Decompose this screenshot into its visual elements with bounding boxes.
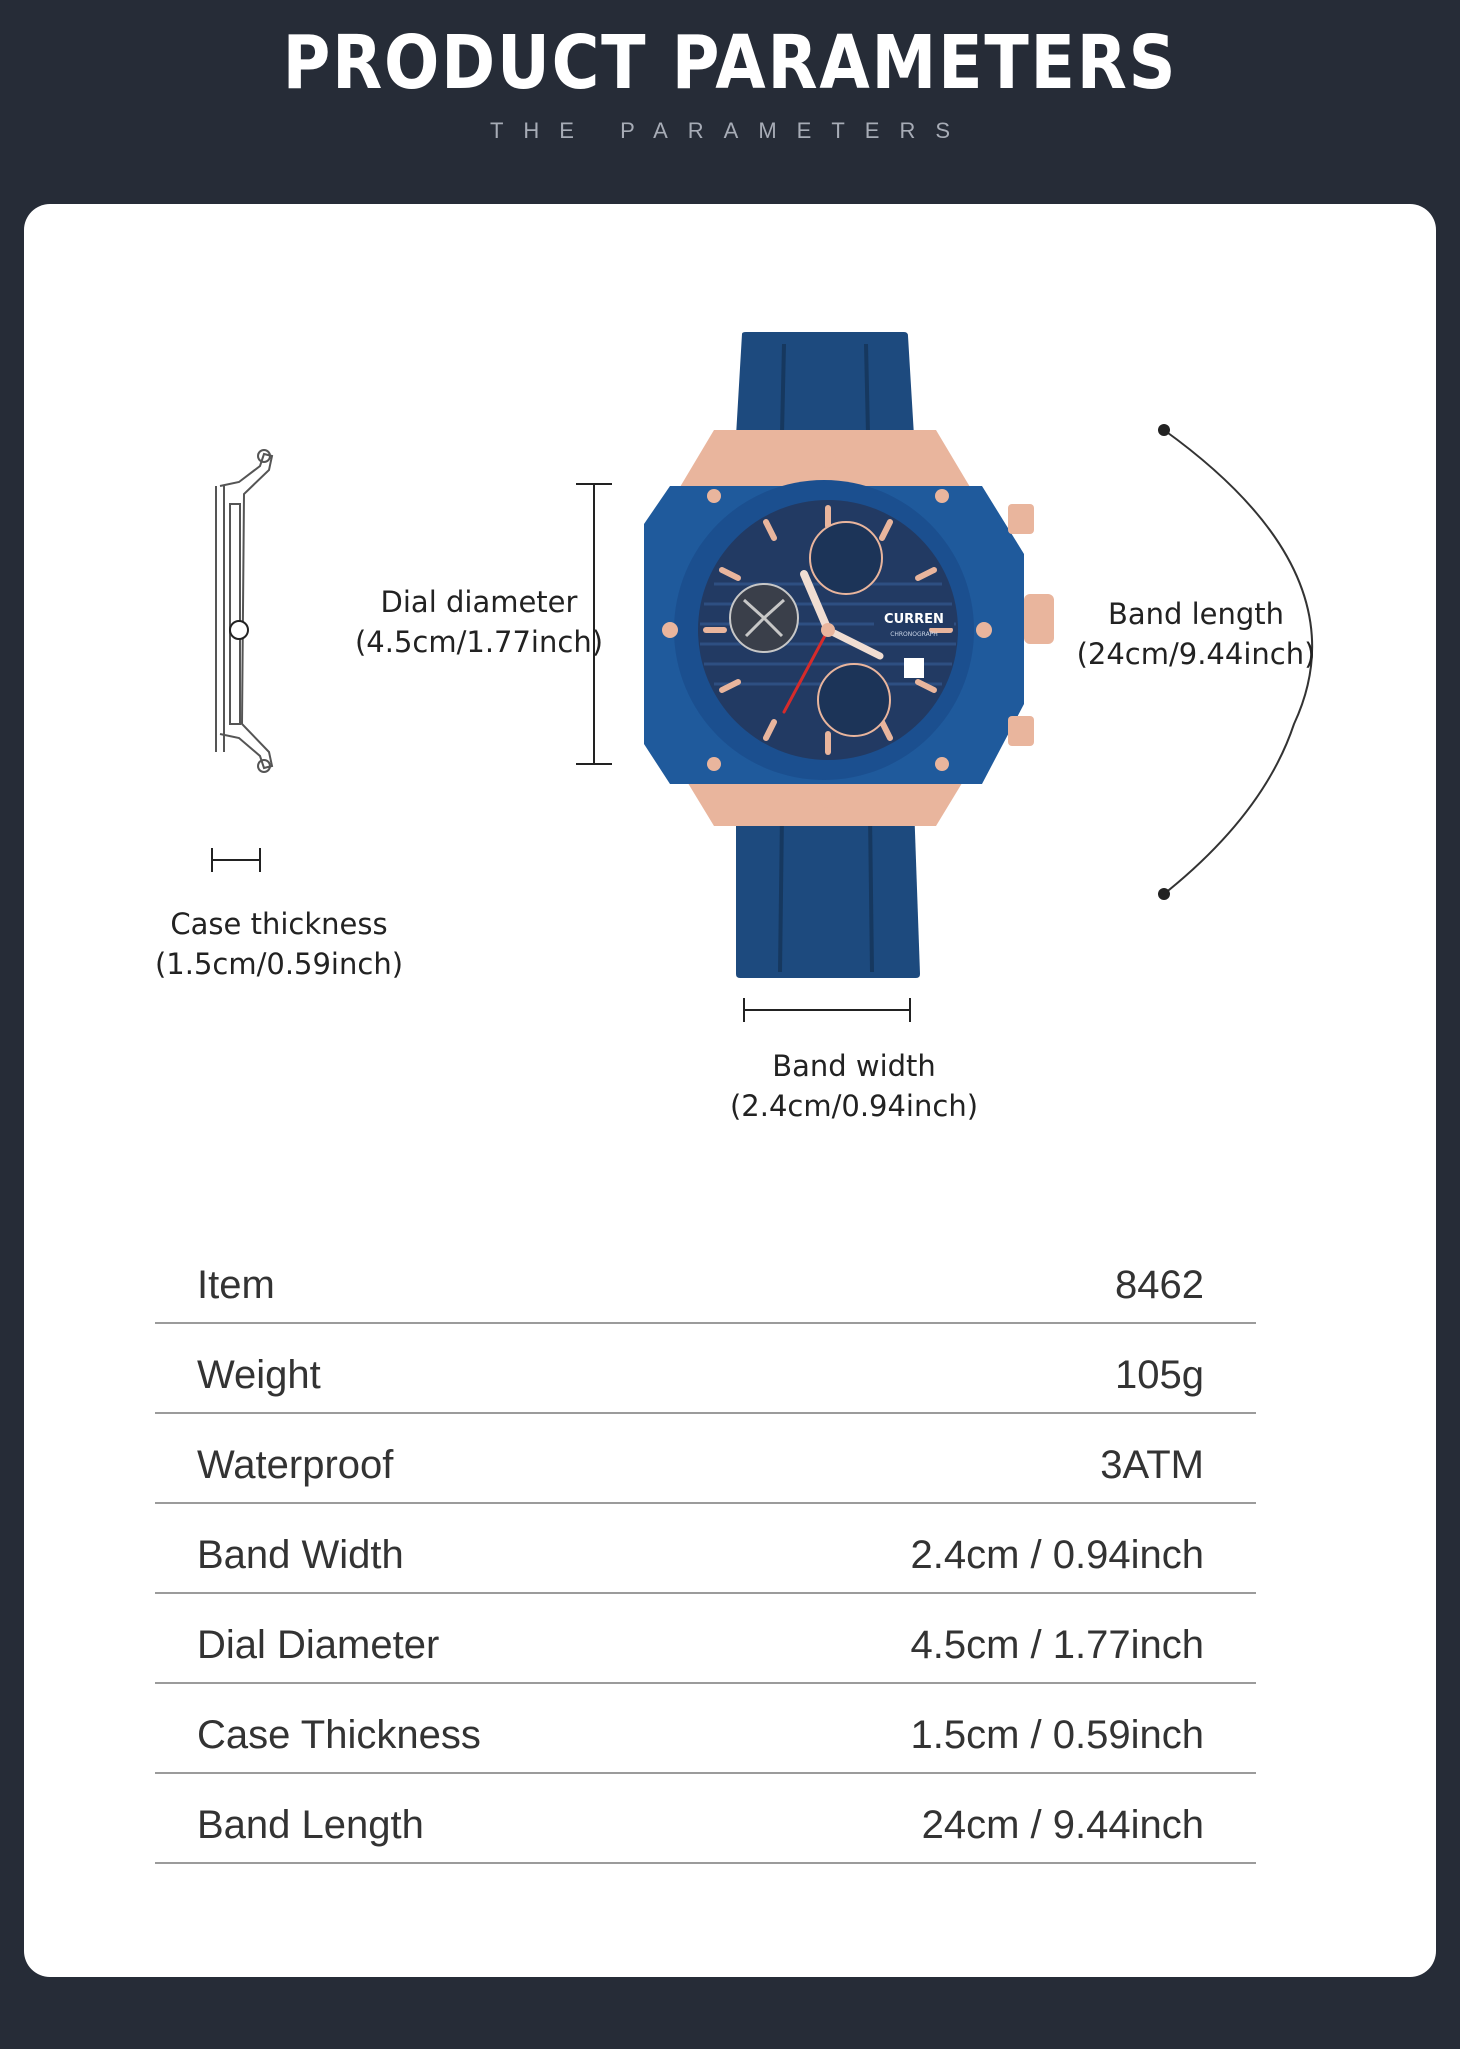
case-thickness-caption: [124, 904, 434, 984]
spec-value: 2.4cm / 0.94inch: [910, 1533, 1204, 1577]
band-width-label: Band width: [772, 1049, 936, 1083]
case-thickness-label: Case thickness: [170, 907, 388, 941]
dial-diameter-caption: [324, 582, 634, 662]
spec-label: Item: [197, 1263, 275, 1307]
page-title: PRODUCT PARAMETERS: [282, 20, 1178, 106]
spec-value: 1.5cm / 0.59inch: [910, 1713, 1204, 1757]
spec-label: Band Width: [197, 1533, 404, 1577]
spec-value: 8462: [1115, 1263, 1204, 1307]
watch-side-profile: [216, 450, 272, 772]
table-row: [155, 1324, 1256, 1414]
parameters-card: [24, 204, 1436, 1977]
spec-label: Waterproof: [197, 1443, 394, 1487]
band-length-value: (24cm/9.44inch): [1076, 637, 1316, 671]
table-row: [155, 1594, 1256, 1684]
band-width-caption: [704, 1046, 1004, 1126]
watch-front: [644, 332, 1054, 978]
spec-label: Case Thickness: [197, 1713, 481, 1757]
table-row: [155, 1504, 1256, 1594]
case-thickness-value: (1.5cm/0.59inch): [154, 947, 404, 981]
band-length-caption: [1046, 594, 1346, 674]
spec-value: 3ATM: [1100, 1443, 1204, 1487]
spec-value: 24cm / 9.44inch: [921, 1803, 1204, 1847]
header: [0, 0, 1460, 200]
band-width-value: (2.4cm/0.94inch): [729, 1089, 979, 1123]
brand-logo: CURREN: [884, 612, 944, 627]
spec-value: 4.5cm / 1.77inch: [910, 1623, 1204, 1667]
diagram-svg: [24, 204, 1436, 1144]
table-row: [155, 1414, 1256, 1504]
table-row: [155, 1774, 1256, 1864]
dial-diameter-value: (4.5cm/1.77inch): [354, 625, 604, 659]
case-thickness-marker: [212, 848, 260, 872]
spec-label: Dial Diameter: [197, 1623, 440, 1667]
spec-value: 105g: [1115, 1353, 1204, 1397]
band-width-marker: [744, 998, 910, 1022]
page-subtitle: THE PARAMETERS: [489, 118, 971, 143]
spec-table: [155, 1234, 1256, 1864]
watch-diagram: [24, 204, 1436, 1144]
dial-diameter-label: Dial diameter: [380, 585, 578, 619]
spec-label: Weight: [197, 1353, 321, 1397]
table-row: [155, 1684, 1256, 1774]
band-length-label: Band length: [1107, 597, 1285, 631]
table-row: [155, 1234, 1256, 1324]
brand-sublabel: CHRONOGRAPH: [890, 631, 938, 638]
spec-label: Band Length: [197, 1803, 424, 1847]
